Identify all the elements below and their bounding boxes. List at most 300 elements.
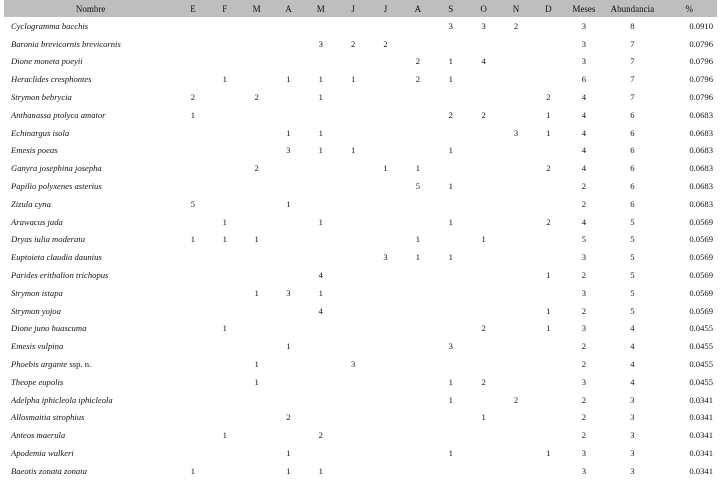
month-count-cell	[532, 177, 564, 195]
month-count-cell: 2	[415, 56, 421, 67]
month-count-cell	[177, 248, 208, 266]
month-count-cell	[467, 177, 499, 195]
species-name: Papilio polyxenes asterius	[11, 181, 102, 192]
abundancia-cell: 4	[630, 341, 635, 352]
month-count-cell	[305, 320, 337, 338]
table-row	[4, 142, 717, 160]
month-count-cell	[209, 142, 241, 160]
species-name: Emesis vulpina	[11, 341, 64, 352]
header-row	[4, 0, 717, 17]
table-row	[4, 444, 717, 462]
month-count-cell	[272, 391, 304, 409]
species-name-cell	[4, 142, 177, 160]
meses-cell: 3	[581, 465, 586, 476]
table-row	[4, 177, 717, 195]
table-row	[4, 302, 717, 320]
month-count-cell: 1	[415, 163, 421, 174]
month-count-cell	[500, 142, 532, 160]
abundancia-cell: 4	[630, 323, 635, 334]
table-row	[4, 53, 717, 71]
species-name: Allosmaitia strophius	[11, 412, 85, 423]
month-count-cell	[272, 35, 304, 53]
percent-cell: 0.0796	[689, 56, 713, 67]
month-count-cell	[305, 17, 337, 35]
species-name: Euptoieta claudia daunius	[11, 252, 102, 263]
meses-cell: 2	[581, 394, 586, 405]
month-count-cell	[467, 124, 499, 142]
month-count-cell: 5	[415, 181, 421, 192]
month-count-cell	[177, 213, 208, 231]
header-abundancia: Abundancia	[603, 0, 661, 17]
month-count-cell: 1	[448, 394, 453, 405]
abundancia-cell: 5	[630, 234, 635, 245]
month-count-cell	[272, 177, 304, 195]
month-count-cell	[402, 17, 434, 35]
meses-cell: 2	[581, 430, 586, 441]
month-count-cell	[467, 248, 499, 266]
month-count-cell: 2	[254, 163, 259, 174]
month-count-cell	[467, 142, 499, 160]
percent-cell: 0.0569	[689, 252, 713, 263]
species-name: Theope eupolis	[11, 376, 64, 387]
month-count-cell	[532, 462, 564, 480]
month-count-cell	[434, 409, 467, 427]
month-count-cell: 4	[318, 270, 323, 281]
meses-cell: 2	[581, 270, 586, 281]
month-count-cell	[241, 124, 272, 142]
month-count-cell	[209, 444, 241, 462]
month-count-cell	[209, 88, 241, 106]
month-count-cell	[337, 426, 369, 444]
month-count-cell	[177, 320, 208, 338]
month-count-cell	[402, 426, 434, 444]
species-name: Baronia brevicornis brevicornis	[11, 38, 121, 49]
species-name: Anteos maerula	[11, 430, 66, 441]
month-count-cell	[241, 444, 272, 462]
month-count-cell	[434, 195, 467, 213]
month-count-cell: 1	[254, 234, 259, 245]
species-name-cell	[4, 337, 177, 355]
percent-cell: 0.0569	[689, 287, 713, 298]
month-count-cell	[209, 106, 241, 124]
month-count-cell	[402, 462, 434, 480]
month-count-cell: 2	[415, 74, 421, 85]
meses-cell: 4	[581, 92, 586, 103]
month-count-cell	[337, 462, 369, 480]
table-row	[4, 355, 717, 373]
month-count-cell	[241, 320, 272, 338]
month-count-cell	[369, 266, 401, 284]
percent-cell: 0.0455	[689, 323, 713, 334]
month-count-cell	[467, 391, 499, 409]
header-meses: Meses	[565, 0, 604, 17]
month-count-cell: 1	[546, 270, 551, 281]
percent-cell: 0.0341	[689, 465, 713, 476]
month-count-cell: 2	[546, 163, 551, 174]
month-count-cell	[337, 444, 369, 462]
month-count-cell: 1	[448, 216, 453, 227]
table-row	[4, 213, 717, 231]
month-count-cell	[369, 106, 401, 124]
species-name: Dione moneta poeyii	[11, 56, 83, 67]
month-count-cell	[500, 88, 532, 106]
month-count-cell	[532, 355, 564, 373]
month-count-cell: 1	[318, 74, 323, 85]
month-count-cell	[177, 17, 208, 35]
month-count-cell: 1	[318, 216, 323, 227]
month-count-cell	[402, 88, 434, 106]
month-count-cell: 1	[481, 234, 486, 245]
abundancia-cell: 3	[630, 412, 635, 423]
month-count-cell	[209, 284, 241, 302]
month-count-cell	[500, 70, 532, 88]
month-count-cell: 2	[513, 20, 519, 31]
month-count-cell: 1	[222, 216, 227, 227]
month-count-cell	[209, 373, 241, 391]
table-row	[4, 159, 717, 177]
month-count-cell	[272, 17, 304, 35]
month-count-cell: 2	[481, 376, 486, 387]
month-count-cell	[177, 284, 208, 302]
month-count-cell	[241, 17, 272, 35]
month-count-cell	[402, 142, 434, 160]
species-name-cell	[4, 70, 177, 88]
month-count-cell: 1	[318, 127, 323, 138]
month-count-cell	[241, 409, 272, 427]
species-name-cell	[4, 248, 177, 266]
month-count-cell	[177, 159, 208, 177]
month-count-cell	[305, 444, 337, 462]
month-count-cell	[272, 426, 304, 444]
month-count-cell	[305, 409, 337, 427]
month-count-cell	[337, 248, 369, 266]
meses-cell: 4	[581, 216, 586, 227]
month-count-cell	[402, 302, 434, 320]
month-count-cell	[402, 35, 434, 53]
month-count-cell	[467, 195, 499, 213]
month-count-cell: 3	[286, 287, 291, 298]
month-count-cell: 1	[481, 412, 486, 423]
month-count-cell: 1	[351, 145, 356, 156]
month-count-cell	[177, 142, 208, 160]
month-count-cell: 2	[448, 109, 453, 120]
month-count-cell	[500, 355, 532, 373]
month-count-cell: 3	[351, 359, 356, 370]
month-count-cell	[337, 159, 369, 177]
month-count-cell	[434, 88, 467, 106]
month-count-cell	[402, 320, 434, 338]
abundancia-cell: 5	[630, 270, 635, 281]
month-count-cell	[500, 373, 532, 391]
month-count-cell	[272, 53, 304, 71]
month-count-cell: 1	[318, 465, 323, 476]
month-count-cell	[532, 195, 564, 213]
species-name-cell	[4, 17, 177, 35]
header-month-m: M	[241, 0, 272, 17]
month-count-cell	[402, 195, 434, 213]
table-row	[4, 106, 717, 124]
month-count-cell	[467, 266, 499, 284]
month-count-cell: 3	[448, 341, 453, 352]
month-count-cell	[500, 231, 532, 249]
month-count-cell: 1	[222, 323, 227, 334]
month-count-cell	[369, 462, 401, 480]
table-row	[4, 124, 717, 142]
percent-cell: 0.0569	[689, 216, 713, 227]
percent-cell: 0.0569	[689, 270, 713, 281]
month-count-cell: 1	[190, 234, 196, 245]
month-count-cell	[434, 426, 467, 444]
table-row	[4, 462, 717, 480]
month-count-cell	[402, 284, 434, 302]
percent-cell: 0.0569	[689, 305, 713, 316]
month-count-cell	[467, 337, 499, 355]
species-name-cell	[4, 159, 177, 177]
month-count-cell	[402, 337, 434, 355]
month-count-cell	[209, 462, 241, 480]
month-count-cell	[305, 231, 337, 249]
month-count-cell	[500, 53, 532, 71]
meses-cell: 3	[581, 323, 586, 334]
month-count-cell	[272, 159, 304, 177]
month-count-cell	[177, 124, 208, 142]
month-count-cell	[272, 355, 304, 373]
month-count-cell	[500, 248, 532, 266]
month-count-cell	[209, 409, 241, 427]
header-month-a: A	[272, 0, 304, 17]
month-count-cell	[402, 391, 434, 409]
header-month-n: N	[500, 0, 532, 17]
month-count-cell	[337, 177, 369, 195]
month-count-cell	[369, 142, 401, 160]
month-count-cell	[434, 462, 467, 480]
percent-cell: 0.0796	[689, 74, 713, 85]
header-month-o: O	[467, 0, 499, 17]
month-count-cell	[434, 355, 467, 373]
header-month-e: E	[177, 0, 208, 17]
month-count-cell	[241, 337, 272, 355]
month-count-cell	[177, 409, 208, 427]
month-count-cell: 1	[415, 234, 421, 245]
month-count-cell	[434, 320, 467, 338]
month-count-cell	[500, 106, 532, 124]
month-count-cell	[241, 177, 272, 195]
month-count-cell: 2	[286, 412, 291, 423]
month-count-cell	[241, 302, 272, 320]
species-name-cell	[4, 124, 177, 142]
month-count-cell	[209, 177, 241, 195]
abundancia-cell: 6	[630, 145, 635, 156]
month-count-cell	[272, 88, 304, 106]
percent-cell: 0.0683	[689, 145, 713, 156]
month-count-cell	[305, 177, 337, 195]
abundancia-cell: 7	[630, 92, 635, 103]
percent-cell: 0.0683	[689, 127, 713, 138]
month-count-cell	[532, 426, 564, 444]
month-count-cell: 1	[286, 127, 291, 138]
month-count-cell	[241, 35, 272, 53]
species-name-cell	[4, 302, 177, 320]
month-count-cell: 1	[190, 465, 196, 476]
abundancia-cell: 8	[630, 20, 635, 31]
percent-cell: 0.0683	[689, 163, 713, 174]
month-count-cell: 1	[254, 376, 259, 387]
species-name: Dione juno huascuma	[11, 323, 87, 334]
month-count-cell	[241, 266, 272, 284]
percent-cell: 0.0455	[689, 359, 713, 370]
month-count-cell	[467, 355, 499, 373]
header-percent: %	[662, 0, 717, 17]
percent-cell: 0.0910	[689, 20, 713, 31]
abundancia-cell: 6	[630, 198, 635, 209]
month-count-cell	[500, 444, 532, 462]
meses-cell: 3	[581, 448, 586, 459]
species-name-cell	[4, 106, 177, 124]
month-count-cell	[305, 106, 337, 124]
month-count-cell: 1	[448, 74, 453, 85]
month-count-cell: 3	[513, 127, 519, 138]
month-count-cell: 1	[546, 109, 551, 120]
month-count-cell: 1	[546, 305, 551, 316]
percent-cell: 0.0796	[689, 38, 713, 49]
month-count-cell	[241, 142, 272, 160]
species-abundance-table	[4, 0, 717, 480]
header-month-j: J	[337, 0, 369, 17]
abundancia-cell: 5	[630, 216, 635, 227]
month-count-cell	[241, 248, 272, 266]
month-count-cell: 1	[222, 430, 227, 441]
month-count-cell	[337, 302, 369, 320]
month-count-cell	[500, 35, 532, 53]
month-count-cell: 1	[448, 56, 453, 67]
month-count-cell	[467, 284, 499, 302]
month-count-cell	[467, 444, 499, 462]
month-count-cell	[337, 17, 369, 35]
meses-cell: 4	[581, 127, 586, 138]
table-row	[4, 391, 717, 409]
month-count-cell	[467, 88, 499, 106]
abundancia-cell: 6	[630, 109, 635, 120]
species-name: Strymon yojoa	[11, 305, 61, 316]
species-name-cell	[4, 320, 177, 338]
month-count-cell	[369, 320, 401, 338]
month-count-cell: 3	[383, 252, 388, 263]
species-name-cell	[4, 462, 177, 480]
month-count-cell	[177, 70, 208, 88]
meses-cell: 4	[581, 109, 586, 120]
meses-cell: 3	[581, 287, 586, 298]
month-count-cell	[241, 106, 272, 124]
table-row	[4, 266, 717, 284]
species-name: Arawacus jada	[11, 216, 63, 227]
month-count-cell	[177, 444, 208, 462]
month-count-cell: 1	[222, 234, 227, 245]
month-count-cell	[209, 391, 241, 409]
header-month-f: F	[209, 0, 241, 17]
abundancia-cell: 3	[630, 430, 635, 441]
month-count-cell	[305, 337, 337, 355]
month-count-cell	[532, 409, 564, 427]
month-count-cell	[369, 195, 401, 213]
month-count-cell	[532, 35, 564, 53]
month-count-cell	[305, 248, 337, 266]
species-name: Emesis poeas	[11, 145, 58, 156]
species-name-cell	[4, 53, 177, 71]
month-count-cell: 1	[448, 145, 453, 156]
meses-cell: 2	[581, 359, 586, 370]
table-row	[4, 35, 717, 53]
month-count-cell: 4	[318, 305, 323, 316]
month-count-cell	[337, 391, 369, 409]
header-month-j2: J	[369, 0, 401, 17]
meses-cell: 6	[581, 74, 586, 85]
meses-cell: 2	[581, 198, 586, 209]
month-count-cell	[209, 159, 241, 177]
month-count-cell	[337, 266, 369, 284]
month-count-cell	[434, 35, 467, 53]
month-count-cell	[272, 373, 304, 391]
month-count-cell	[209, 195, 241, 213]
month-count-cell: 1	[415, 252, 421, 263]
percent-cell: 0.0683	[689, 109, 713, 120]
month-count-cell	[467, 302, 499, 320]
month-count-cell	[369, 391, 401, 409]
abundancia-cell: 6	[630, 181, 635, 192]
species-name-cell	[4, 213, 177, 231]
header-month-s: S	[434, 0, 467, 17]
month-count-cell: 1	[254, 359, 259, 370]
abundancia-cell: 7	[630, 74, 635, 85]
species-name: Baeotis zonata zonata	[11, 465, 87, 476]
month-count-cell	[402, 355, 434, 373]
header-month-a2: A	[402, 0, 434, 17]
meses-cell: 2	[581, 412, 586, 423]
month-count-cell	[305, 373, 337, 391]
month-count-cell	[272, 320, 304, 338]
table-row	[4, 337, 717, 355]
month-count-cell	[500, 159, 532, 177]
month-count-cell	[177, 426, 208, 444]
month-count-cell	[209, 53, 241, 71]
header-nombre: Nombre	[4, 0, 177, 17]
table-row	[4, 17, 717, 35]
month-count-cell	[532, 284, 564, 302]
month-count-cell: 1	[190, 109, 196, 120]
month-count-cell	[337, 284, 369, 302]
month-count-cell: 2	[546, 216, 551, 227]
percent-cell: 0.0569	[689, 234, 713, 245]
table-row	[4, 320, 717, 338]
month-count-cell	[177, 266, 208, 284]
species-name-cell	[4, 284, 177, 302]
month-count-cell: 1	[318, 287, 323, 298]
species-name-cell	[4, 409, 177, 427]
month-count-cell	[467, 426, 499, 444]
percent-cell: 0.0341	[689, 412, 713, 423]
month-count-cell	[177, 302, 208, 320]
month-count-cell	[500, 284, 532, 302]
abundancia-cell: 6	[630, 163, 635, 174]
species-name: Phoebis argante	[11, 359, 68, 370]
species-name: Apodemia walkeri	[11, 448, 74, 459]
table-row	[4, 409, 717, 427]
month-count-cell	[241, 70, 272, 88]
month-count-cell	[272, 106, 304, 124]
species-name: Strymon istapa	[11, 287, 63, 298]
month-count-cell	[402, 373, 434, 391]
percent-cell: 0.0683	[689, 198, 713, 209]
month-count-cell	[337, 373, 369, 391]
